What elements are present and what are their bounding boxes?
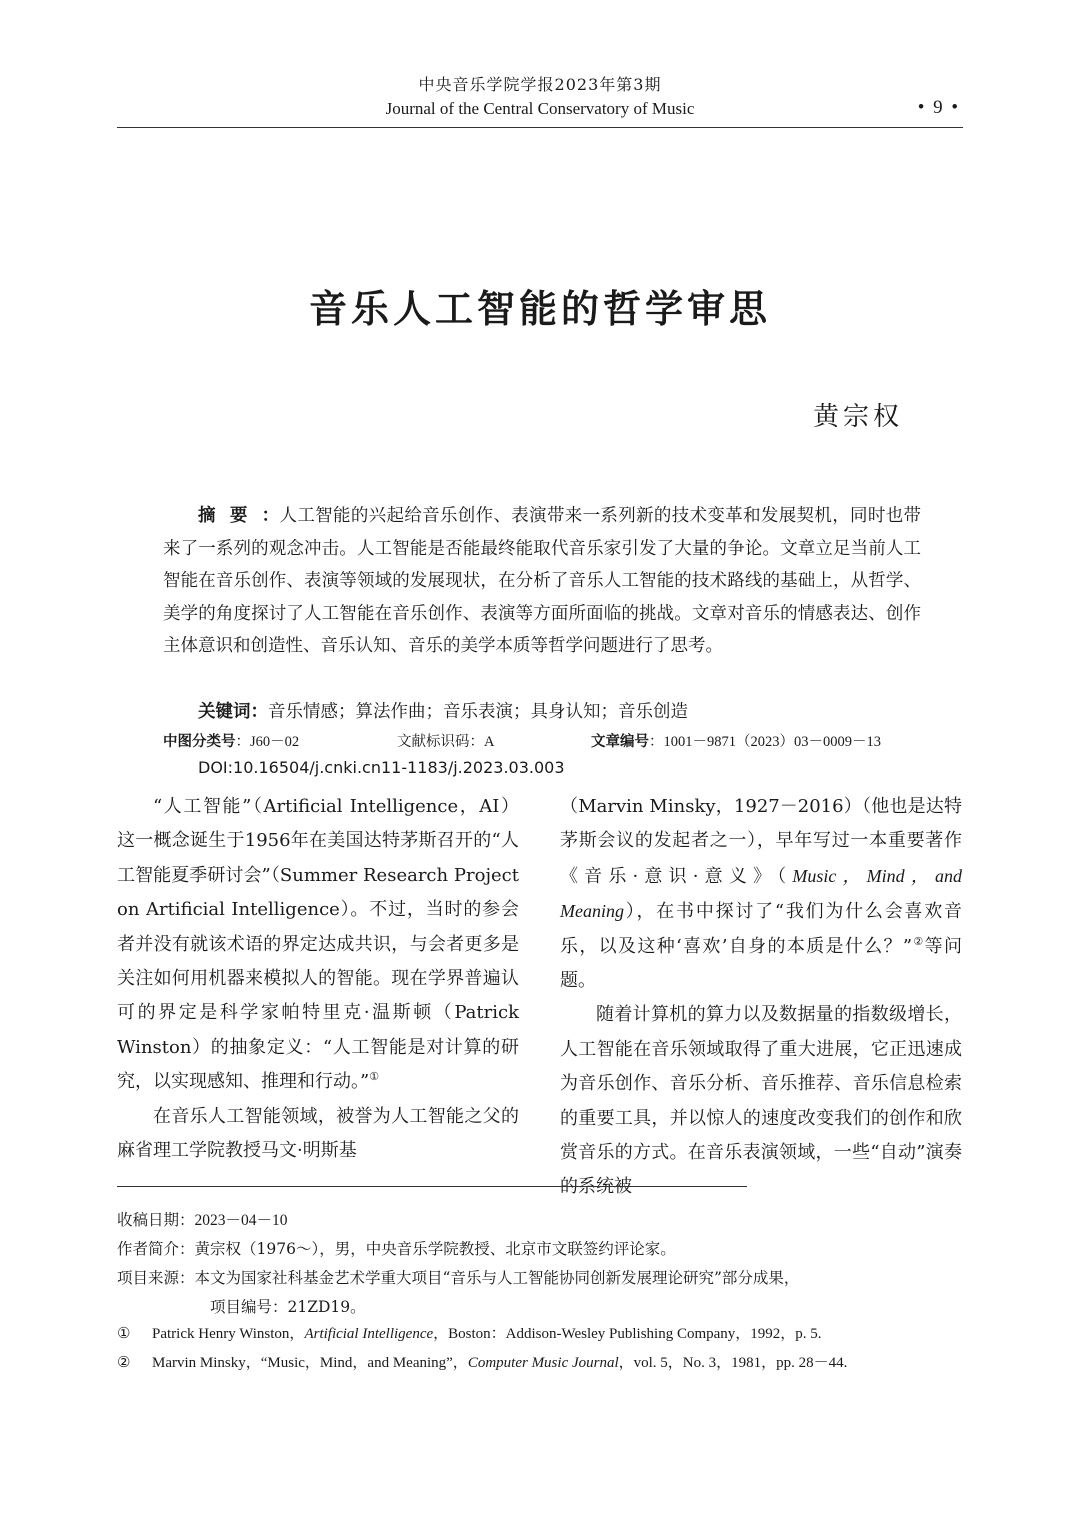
abstract-label: 摘要	[198, 506, 262, 526]
paragraph: 在音乐人工智能领域，被誉为人工智能之父的麻省理工学院教授马文·明斯基	[117, 1105, 519, 1162]
footnote-text: ，Boston：Addison-Wesley Publishing Company，1992，p. 5.	[433, 1326, 822, 1342]
paragraph-text: ），在书中探讨了“我们为什么会喜欢音乐，以及这种‘喜欢’自身的本质是什么？”	[560, 901, 962, 957]
paragraph	[560, 790, 962, 998]
doc-code-label: 文献标识码	[397, 734, 470, 750]
keywords-text: 音乐情感；算法作曲；音乐表演；具身认知；音乐创造	[268, 702, 688, 722]
footnote-rule	[117, 1186, 747, 1187]
article-author: 黄宗权	[812, 402, 903, 432]
fund-label: 项目来源：	[117, 1269, 195, 1287]
footnote-text: ，vol. 5，No. 3，1981，pp. 28－44.	[618, 1355, 848, 1371]
bio-label: 作者简介：	[117, 1240, 195, 1258]
footnote-ref-2: ②	[912, 934, 925, 948]
footnote-2	[117, 1349, 977, 1378]
author-bio: 黄宗权（1976～），男，中央音乐学院教授、北京市文联签约评论家。	[194, 1240, 676, 1258]
article-no-label: 文章编号	[591, 734, 649, 750]
header-rule	[117, 127, 963, 128]
received-date: 2023－04－10	[194, 1212, 288, 1229]
keywords: 关键词：音乐情感；算法作曲；音乐表演；具身认知；音乐创造	[198, 702, 688, 722]
body-column-left	[117, 790, 519, 1168]
page-number: • 9 •	[917, 97, 960, 118]
journal-header-cn: 中央音乐学院学报2023年第3期	[418, 75, 662, 94]
article-title: 音乐人工智能的哲学审思	[308, 287, 771, 331]
footnote-text: Marvin Minsky，“Music，Mind，and Meaning”，	[152, 1355, 468, 1371]
footnote-1	[117, 1320, 977, 1349]
clc-label: 中图分类号	[163, 734, 236, 750]
body-column-right	[560, 790, 962, 1205]
footnote-title: Computer Music Journal	[467, 1355, 619, 1371]
footnote-ref-1: ①	[369, 1070, 380, 1084]
abstract-text: 人工智能的兴起给音乐创作、表演带来一系列新的技术变革和发展契机，同时也带来了一系列的观念冲击。人工智能是否能最终能取代音乐家引发了大量的争论。文章立足当前人工智能在音乐创作、表演等领域的发展现状，在分析了音乐人工智能的技术路线的基础上，从哲学、美学的角度探讨了人工智能在音乐创作、表演等方面所面临的挑战。文章对音乐的情感表达、创作主体意识和创造性、音乐认知、音乐的美学本质等哲学问题进行了思考。	[163, 506, 922, 656]
fund-text: 本文为国家社科基金艺术学重大项目“音乐与人工智能协同创新发展理论研究”部分成果，	[194, 1269, 800, 1287]
paragraph-text: 等问题。	[560, 935, 962, 992]
doc-code-value: A	[484, 734, 495, 750]
received-label: 收稿日期：	[117, 1211, 195, 1229]
paragraph-text: “人工智能”（Artificial Intelligence，AI）这一概念诞生于1956年在美国达特茅斯召开的“人工智能夏季研讨会”（Summer Research Project on Artificial Intelligence）。不过，当时的参会者并没有就该术语的界定达成共识，与会者更多是关注如何用机器来模拟人的智能。现在学界普遍认可的界定是科学家帕特里克·温斯顿（Patrick Winston）的抽象定义：“人工智能是对计算的研究，以实现感知、推理和行动。”	[117, 796, 519, 1093]
journal-header-en: Journal of the Central Conservatory of Music	[385, 99, 695, 118]
footnote-text: Patrick Henry Winston，	[152, 1326, 305, 1342]
footnotes	[117, 1320, 977, 1378]
paragraph-text: （Marvin Minsky，1927－2016）（他也是达特茅斯会议的发起者之一），早年写过一本重要著作《音乐·意识·意义》（	[560, 796, 962, 887]
abstract: 摘要：人工智能的兴起给音乐创作、表演带来一系列新的技术变革和发展契机，同时也带来了一系列的观念冲击。人工智能是否能最终能取代音乐家引发了大量的争论。文章立足当前人工智能在音乐创作、表演等领域的发展现状，在分析了音乐人工智能的技术路线的基础上，从哲学、美学的角度探讨了人工智能在音乐创作、表演等方面所面临的挑战。文章对音乐的情感表达、创作主体意识和创造性、音乐认知、音乐的美学本质等哲学问题进行了思考。	[163, 506, 922, 656]
fund-text-cont: 项目编号：21ZD19。	[210, 1298, 366, 1316]
paragraph: 随着计算机的算力以及数据量的指数级增长，人工智能在音乐领域取得了重大进展，它正迅速成为音乐创作、音乐分析、音乐推荐、音乐信息检索的重要工具，并以惊人的速度改变我们的创作和欣赏音乐的方式。在音乐表演领域，一些“自动”演奏的系统被	[560, 1004, 962, 1198]
article-metadata	[117, 1206, 977, 1322]
clc-value: J60－02	[250, 734, 300, 750]
article-no-value: 1001－9871（2023）03－0009－13	[663, 734, 881, 750]
footnote-mark: ①	[117, 1326, 131, 1342]
paragraph	[117, 790, 519, 1100]
book-title: Music，Mind，and Meaning	[560, 865, 962, 922]
footnote-mark: ②	[117, 1355, 131, 1371]
keywords-label: 关键词	[198, 702, 251, 722]
doi: DOI:10.16504/j.cnki.cn11-1183/j.2023.03.003	[198, 758, 565, 777]
footnote-title: Artificial Intelligence	[304, 1326, 434, 1342]
